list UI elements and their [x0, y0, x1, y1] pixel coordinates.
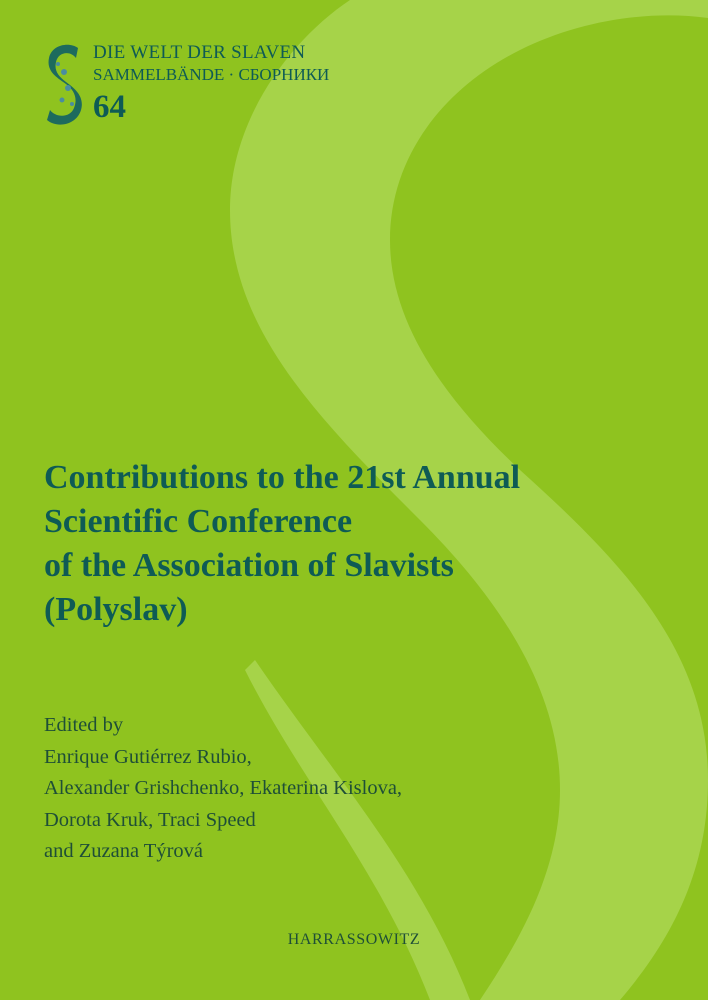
- series-header: [44, 42, 364, 132]
- publisher-name: HARRASSOWITZ: [287, 931, 421, 948]
- title-line-2: Scientific Conference: [44, 503, 353, 540]
- series-name: DIE WELT DER SLAVEN: [93, 42, 306, 63]
- series-number: 64: [93, 89, 126, 125]
- editors-line-4: Dorota Kruk, Traci Speed: [44, 808, 256, 831]
- title-line-1: Contributions to the 21st Annual: [44, 459, 521, 496]
- editors-line-2: Enrique Gutiérrez Rubio,: [44, 745, 252, 768]
- title-line-3: of the Association of Slavists: [44, 547, 454, 584]
- editors-block: [44, 710, 664, 868]
- editors-line-1: Edited by: [44, 714, 124, 736]
- title-line-4: (Polyslav): [44, 591, 188, 628]
- editors-line-3: Alexander Grishchenko, Ekaterina Kislova,: [44, 777, 403, 799]
- book-title: [44, 456, 684, 632]
- editors-line-5: and Zuzana Týrová: [44, 840, 203, 862]
- ornamental-letter-s-icon: [44, 42, 86, 126]
- series-subtitle: SAMMELBÄNDE · СБОРНИКИ: [93, 65, 330, 84]
